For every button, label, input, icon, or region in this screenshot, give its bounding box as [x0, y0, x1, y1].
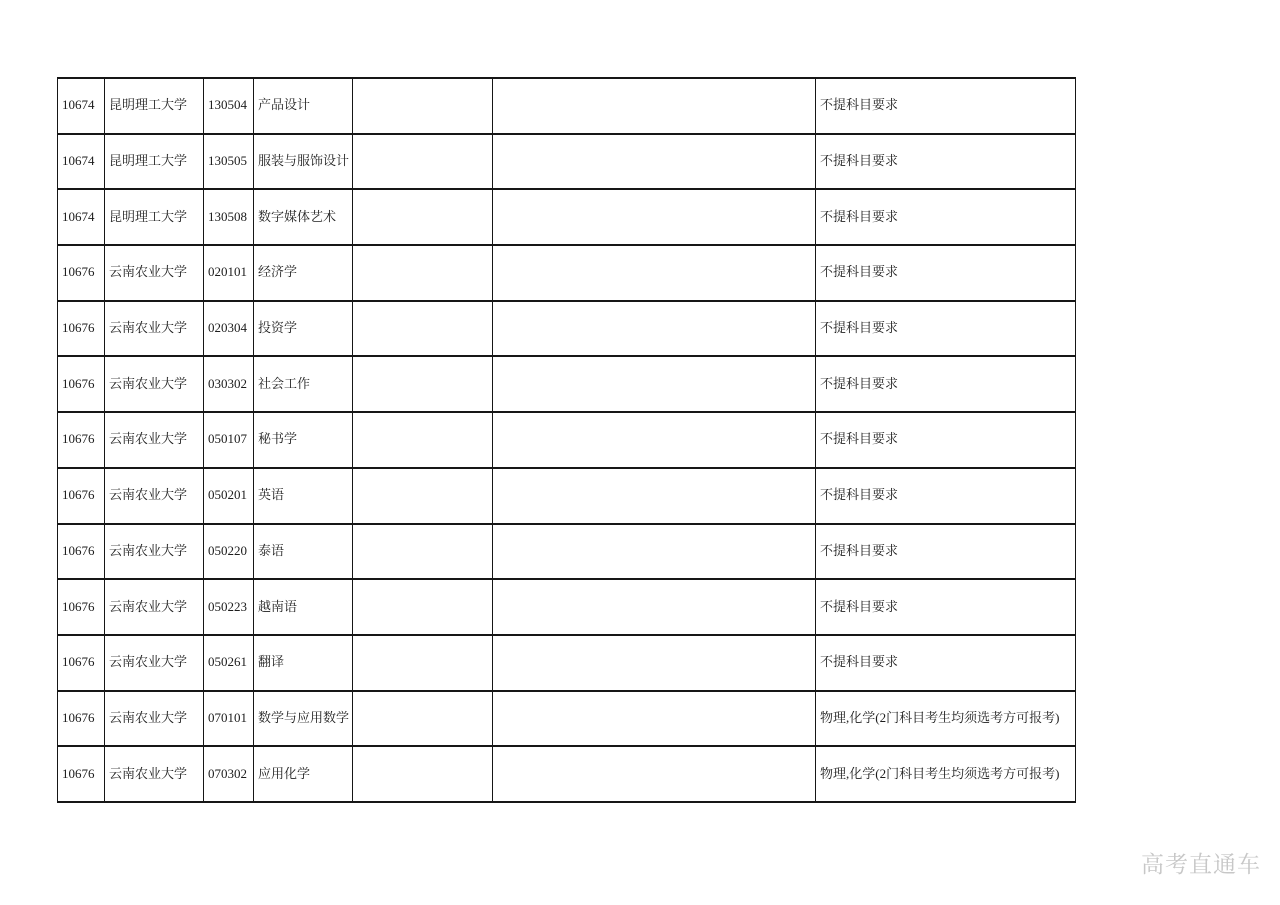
subject-requirement-cell: 不提科目要求 — [816, 189, 1076, 245]
subject-requirements-table — [57, 77, 1076, 803]
table-row — [58, 635, 1076, 691]
empty-cell — [493, 189, 816, 245]
subject-requirement-cell: 不提科目要求 — [816, 134, 1076, 190]
major-name-cell: 泰语 — [254, 524, 353, 580]
major-name-cell: 产品设计 — [254, 78, 353, 134]
subject-requirement-cell: 不提科目要求 — [816, 468, 1076, 524]
school-code-cell: 10676 — [58, 412, 105, 468]
school-name-cell: 云南农业大学 — [105, 468, 204, 524]
empty-cell — [353, 524, 493, 580]
empty-cell — [493, 746, 816, 802]
empty-cell — [353, 579, 493, 635]
empty-cell — [493, 579, 816, 635]
subject-requirement-cell: 不提科目要求 — [816, 524, 1076, 580]
school-code-cell: 10676 — [58, 691, 105, 747]
table-row — [58, 579, 1076, 635]
school-name-cell: 云南农业大学 — [105, 746, 204, 802]
major-name-cell: 社会工作 — [254, 356, 353, 412]
table-row — [58, 78, 1076, 134]
empty-cell — [353, 691, 493, 747]
school-name-cell: 云南农业大学 — [105, 301, 204, 357]
major-code-cell: 020101 — [204, 245, 254, 301]
empty-cell — [353, 301, 493, 357]
subject-requirement-cell: 不提科目要求 — [816, 635, 1076, 691]
major-code-cell: 050223 — [204, 579, 254, 635]
major-name-cell: 翻译 — [254, 635, 353, 691]
major-code-cell: 130505 — [204, 134, 254, 190]
major-name-cell: 秘书学 — [254, 412, 353, 468]
empty-cell — [493, 245, 816, 301]
empty-cell — [353, 78, 493, 134]
major-code-cell: 130504 — [204, 78, 254, 134]
major-name-cell: 投资学 — [254, 301, 353, 357]
watermark-text: 高考直通车 — [1141, 851, 1261, 877]
empty-cell — [493, 524, 816, 580]
major-name-cell: 越南语 — [254, 579, 353, 635]
major-name-cell: 数字媒体艺术 — [254, 189, 353, 245]
table-row — [58, 412, 1076, 468]
table-row — [58, 356, 1076, 412]
school-code-cell: 10674 — [58, 189, 105, 245]
school-code-cell: 10676 — [58, 468, 105, 524]
school-code-cell: 10674 — [58, 134, 105, 190]
empty-cell — [493, 468, 816, 524]
major-name-cell: 英语 — [254, 468, 353, 524]
major-code-cell: 130508 — [204, 189, 254, 245]
major-code-cell: 030302 — [204, 356, 254, 412]
school-code-cell: 10676 — [58, 356, 105, 412]
major-name-cell: 服装与服饰设计 — [254, 134, 353, 190]
subject-requirement-cell: 物理,化学(2门科目考生均须选考方可报考) — [816, 746, 1076, 802]
school-name-cell: 云南农业大学 — [105, 412, 204, 468]
school-name-cell: 云南农业大学 — [105, 579, 204, 635]
major-code-cell: 070101 — [204, 691, 254, 747]
school-name-cell: 昆明理工大学 — [105, 134, 204, 190]
empty-cell — [493, 301, 816, 357]
school-code-cell: 10676 — [58, 579, 105, 635]
empty-cell — [353, 746, 493, 802]
school-name-cell: 云南农业大学 — [105, 245, 204, 301]
school-name-cell: 云南农业大学 — [105, 635, 204, 691]
table-row — [58, 245, 1076, 301]
empty-cell — [353, 189, 493, 245]
empty-cell — [493, 134, 816, 190]
empty-cell — [353, 134, 493, 190]
school-code-cell: 10676 — [58, 635, 105, 691]
subject-requirement-cell: 不提科目要求 — [816, 579, 1076, 635]
school-code-cell: 10674 — [58, 78, 105, 134]
table-row — [58, 301, 1076, 357]
table-row — [58, 189, 1076, 245]
table-row — [58, 746, 1076, 802]
school-name-cell: 云南农业大学 — [105, 524, 204, 580]
major-code-cell: 050261 — [204, 635, 254, 691]
empty-cell — [493, 78, 816, 134]
major-name-cell: 数学与应用数学 — [254, 691, 353, 747]
school-name-cell: 云南农业大学 — [105, 691, 204, 747]
subject-requirement-cell: 物理,化学(2门科目考生均须选考方可报考) — [816, 691, 1076, 747]
major-name-cell: 应用化学 — [254, 746, 353, 802]
major-code-cell: 020304 — [204, 301, 254, 357]
table-row — [58, 468, 1076, 524]
major-name-cell: 经济学 — [254, 245, 353, 301]
school-name-cell: 云南农业大学 — [105, 356, 204, 412]
table-body — [58, 78, 1076, 802]
school-code-cell: 10676 — [58, 746, 105, 802]
empty-cell — [493, 412, 816, 468]
school-name-cell: 昆明理工大学 — [105, 78, 204, 134]
subject-requirement-cell: 不提科目要求 — [816, 245, 1076, 301]
major-code-cell: 050220 — [204, 524, 254, 580]
subject-requirement-cell: 不提科目要求 — [816, 356, 1076, 412]
major-code-cell: 050201 — [204, 468, 254, 524]
empty-cell — [493, 691, 816, 747]
subject-requirement-cell: 不提科目要求 — [816, 78, 1076, 134]
school-code-cell: 10676 — [58, 301, 105, 357]
subject-requirement-cell: 不提科目要求 — [816, 301, 1076, 357]
major-code-cell: 070302 — [204, 746, 254, 802]
empty-cell — [353, 245, 493, 301]
empty-cell — [493, 635, 816, 691]
table-row — [58, 524, 1076, 580]
empty-cell — [353, 412, 493, 468]
school-code-cell: 10676 — [58, 245, 105, 301]
empty-cell — [493, 356, 816, 412]
major-code-cell: 050107 — [204, 412, 254, 468]
empty-cell — [353, 635, 493, 691]
table-row — [58, 134, 1076, 190]
school-code-cell: 10676 — [58, 524, 105, 580]
empty-cell — [353, 468, 493, 524]
subject-requirement-cell: 不提科目要求 — [816, 412, 1076, 468]
empty-cell — [353, 356, 493, 412]
table-row — [58, 691, 1076, 747]
school-name-cell: 昆明理工大学 — [105, 189, 204, 245]
